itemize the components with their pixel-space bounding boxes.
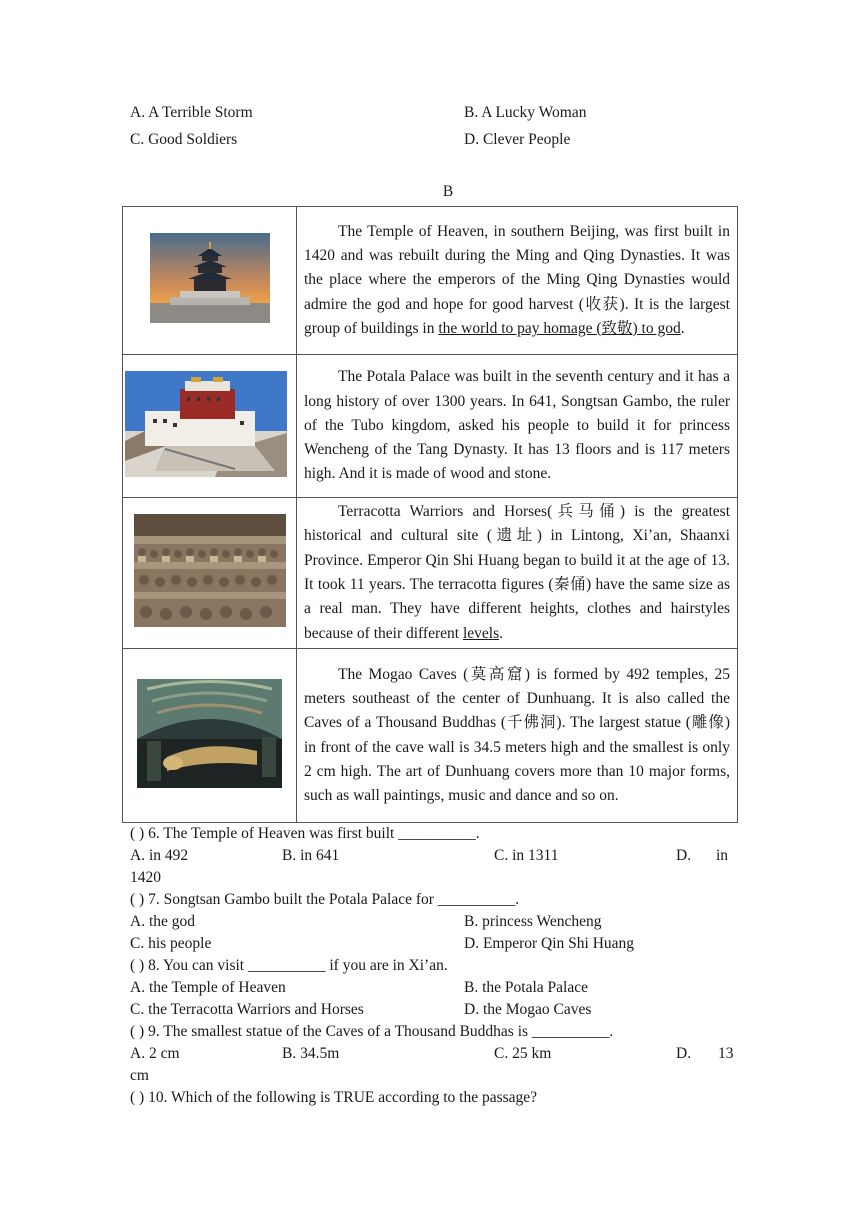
q7-option-b: B. princess Wencheng: [464, 913, 602, 930]
passage-image-cell: [123, 207, 297, 355]
passage-text: Terracotta Warriors and Horses(兵马俑) is the greatest historical and cultural site (遗址) in Lintong, Xi’an, Shaanxi Province. Emperor Qin Shi Huang began to build it at the age of 13. It took 11 years. The terracotta figures (秦俑) have the same size as a real man. They have different heights, clothes and hairstyles because of their different: [304, 503, 730, 642]
passage-text-potala: [297, 355, 738, 498]
q9-option-d-wrap: cm: [130, 1067, 149, 1084]
q7-option-d: D. Emperor Qin Shi Huang: [464, 935, 635, 952]
question-8-stem: ( ) 8. You can visit __________ if you are in Xi’an.: [130, 957, 448, 974]
option-d-top: D. Clever People: [464, 131, 571, 148]
potala-palace-photo: [125, 371, 287, 477]
option-c-top: C. Good Soldiers: [130, 131, 238, 148]
underlined-phrase: the world to pay homage (致敬) to god: [438, 319, 681, 337]
passage-text-terracotta: [297, 498, 738, 649]
mogao-caves-photo: [137, 679, 282, 788]
q6-option-a: A. in 492: [130, 847, 189, 864]
q9-option-b: B. 34.5m: [282, 1045, 340, 1062]
passage-text-temple: [297, 207, 738, 355]
option-b-top: B. A Lucky Woman: [464, 104, 587, 121]
q6-option-d-wrap: 1420: [130, 869, 161, 886]
q7-option-a: A. the god: [130, 913, 196, 930]
question-7-stem: ( ) 7. Songtsan Gambo built the Potala Palace for __________.: [130, 891, 520, 908]
passage-row-temple: [123, 207, 738, 355]
passages-table: [122, 206, 738, 823]
q9-option-d-text: 13: [718, 1045, 734, 1062]
passage-text: The Temple of Heaven, in southern Beijing, was first built in 1420 and was rebuilt during the Ming and Qing Dynasties. It was the place where the emperors of the Ming Qing Dynasties would admire the god and hope for good harvest (收获). It is the largest group of buildings in: [304, 222, 730, 337]
question-6-stem: ( ) 6. The Temple of Heaven was first built __________.: [130, 825, 480, 842]
temple-of-heaven-photo: [150, 233, 270, 323]
passage-text-end: .: [680, 319, 685, 337]
q6-option-d: D.: [676, 847, 692, 864]
passage-image-cell: [123, 355, 297, 498]
q7-option-c: C. his people: [130, 935, 212, 952]
question-10-stem: ( ) 10. Which of the following is TRUE according to the passage?: [130, 1089, 538, 1106]
passage-image-cell: [123, 649, 297, 823]
terracotta-warriors-photo: [134, 514, 286, 627]
question-9-stem: ( ) 9. The smallest statue of the Caves of a Thousand Buddhas is __________.: [130, 1023, 614, 1040]
q6-option-b: B. in 641: [282, 847, 340, 864]
q8-option-b: B. the Potala Palace: [464, 979, 588, 996]
passage-text: The Mogao Caves (莫高窟) is formed by 492 temples, 25 meters southeast of the center of Dunhuang. It is also called the Caves of a Thousand Buddhas (千佛洞). The largest statue (雕像) in front of the cave wall is 34.5 meters high and the smallest is only 2 cm high. The art of Dunhuang covers more than 10 major forms, such as wall paintings, music and dance and so on.: [304, 665, 730, 805]
passage-row-mogao: [123, 649, 738, 823]
passage-text: The Potala Palace was built in the seventh century and it has a long history of over 1300 years. In 641, Songtsan Gambo, the ruler of the Tubo kingdom, asked his people to build it for princess Wencheng of the Tang Dynasty. It has 13 floors and is 117 meters high. And it is made of wood and stone.: [304, 368, 730, 483]
passage-image-cell: [123, 498, 297, 649]
q8-option-d: D. the Mogao Caves: [464, 1001, 592, 1018]
passage-row-potala: [123, 355, 738, 498]
q9-option-c: C. 25 km: [494, 1045, 552, 1062]
q9-option-d: D.: [676, 1045, 692, 1062]
q8-option-a: A. the Temple of Heaven: [130, 979, 286, 996]
q9-option-a: A. 2 cm: [130, 1045, 180, 1062]
underlined-word: levels: [462, 624, 500, 642]
q8-option-c: C. the Terracotta Warriors and Horses: [130, 1001, 364, 1018]
q6-option-d-text: in: [716, 847, 729, 864]
passage-text-end: .: [499, 624, 503, 642]
option-a-top: A. A Terrible Storm: [130, 104, 253, 121]
passage-text-mogao: [297, 649, 738, 823]
q6-option-c: C. in 1311: [494, 847, 559, 864]
passage-row-terracotta: [123, 498, 738, 649]
section-title: B: [442, 183, 454, 200]
